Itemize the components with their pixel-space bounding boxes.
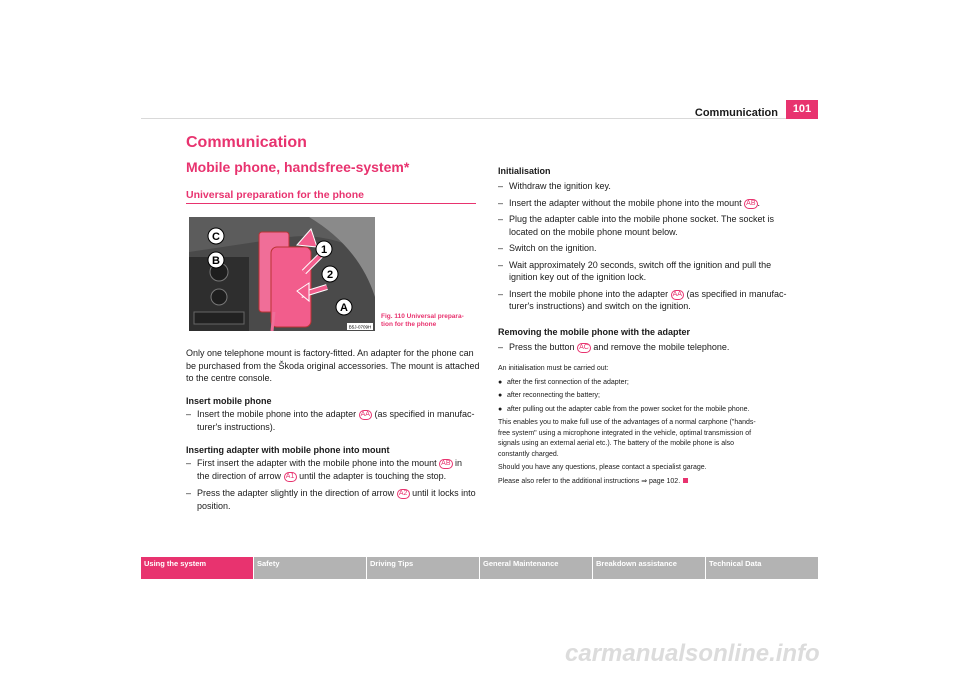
insert-step: – Insert the mobile phone into the adapter AA (as specified in manufac- turer's instructions).: [186, 409, 475, 432]
end-mark: [683, 478, 688, 483]
figure-code: B5J-0709H: [348, 324, 372, 330]
chapter-title: Communication: [186, 134, 307, 151]
tab-technical-data[interactable]: Technical Data: [706, 557, 818, 579]
figure-caption: Fig. 110 Universal prepara- tion for the phone: [381, 313, 464, 328]
section-title: Mobile phone, handsfree-system*: [186, 159, 410, 175]
ref-aa-2: AA: [672, 290, 682, 298]
ref-a2: A2: [397, 489, 410, 499]
callout-c: C: [212, 231, 220, 243]
ref-ab: AB: [441, 460, 451, 467]
phone-mount-illustration: [189, 217, 375, 331]
subsection-title: Universal preparation for the phone: [186, 189, 364, 201]
init-steps: – Withdraw the ignition key. – Insert the adapter without the mobile phone into the mount AB . – Plug the adapter cable into the mobile phone socket. The socket is located on the mobile phone mount below. – Switch on the ignition. – Wait approximately 20 seconds, switch off the ignition and pull the ignition key out of the ignition lock. – Insert the mobile phone into the adapter AA (as specified in manufac- turer's instructions) and switch on the ignition.: [498, 181, 787, 311]
tab-safety[interactable]: Safety: [254, 557, 366, 579]
ref-aa: AA: [360, 411, 370, 418]
init-heading: Initialisation: [498, 166, 551, 176]
adapter-steps: – First insert the adapter with the mobile phone into the mount AB in the direction of arrow A1 until the adapter is touching the stop. – Press the adapter slightly in the direction of arrow A2 until it locks into position.: [186, 458, 476, 511]
tab-breakdown-assistance[interactable]: Breakdown assistance: [593, 557, 705, 579]
page-number: 101: [786, 100, 818, 119]
tab-using-the-system[interactable]: Using the system: [141, 557, 253, 579]
figure-phone-mount: [189, 217, 375, 331]
remove-heading: Removing the mobile phone with the adapter: [498, 327, 691, 337]
ref-ab-2: AB: [746, 199, 756, 207]
ref-a1: A1: [284, 472, 297, 482]
intro-paragraph: Only one telephone mount is factory-fitted. An adapter for the phone can be purchased from the Škoda original accessories. The mount is attached to the centre console.: [186, 348, 480, 383]
note-block: An initialisation must be carried out: ● after the first connection of the adapter; ● after reconnecting the battery; ● after pulling out the adapter cable from the power socket for the mobile phone. This enables you to make full use of the advantages of a normal carphone ("hands- free system" using a microphone integrated in the vehicle, optimal transmission of signals using an external aerial etc.). The battery of the mobile phone is also constantly charged. Should you have any questions, please contact a specialist garage. Please also refer to the additional instructions ⇒ page 102.: [498, 365, 756, 485]
callout-a: A: [340, 302, 348, 314]
insert-heading: Insert mobile phone: [186, 396, 272, 406]
remove-step: – Press the button AC and remove the mobile telephone.: [498, 342, 730, 352]
running-header: Communication: [694, 107, 778, 119]
subsection-rule: [186, 203, 476, 204]
ref-ac: AC: [579, 344, 589, 351]
tab-driving-tips[interactable]: Driving Tips: [367, 557, 479, 579]
callout-1: 1: [320, 244, 328, 256]
callout-b: B: [212, 255, 220, 267]
watermark: carmanualsonline.info: [565, 640, 820, 667]
adapter-heading: Inserting adapter with mobile phone into mount: [186, 445, 390, 455]
tab-general-maintenance[interactable]: General Maintenance: [480, 557, 592, 579]
callout-2: 2: [326, 269, 334, 281]
